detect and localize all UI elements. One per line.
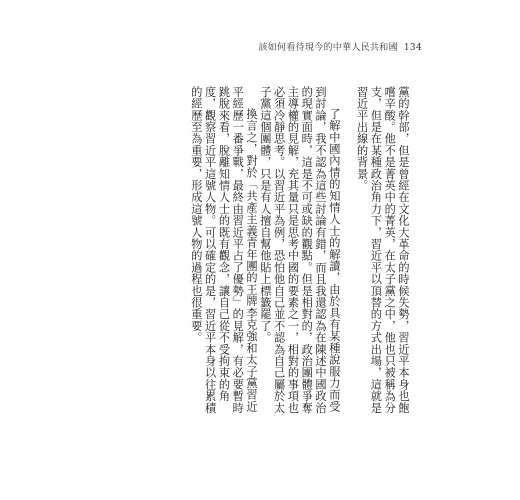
body-text [104,86,424,416]
page-number: 134 [403,43,422,53]
running-title: 該如何看待現今的中華人民共和國 [258,43,398,53]
paragraph-2: 了解中國內情的知情人士的解讀，由於具有某種說服力而受到討論，我不認為這些討論有錯，而且我還認為在陳述中國政治的現實面時，這是不可或缺的觀點。但是相對的，政治團體爭奪主導權的見解，充其量只是思考中國的要素之一，相對的事項也必須冷靜思考。以習近平為例，恐怕他自己並不認為自己屬於太子黨這個團體，只是有人擅自幫他貼上標籤罷了。 [258,86,341,414]
paragraph-1: 黨的幹部，但是曾經在文化大革命的時候失勢，習近平本身也飽嚐辛酸。他不是菁英中的菁英，在太子黨之中，他也只被稱為分支，但是在某種政治角力下，習近平以頂替的方式出場，這就是習近平出線的背景。 [355,86,410,414]
running-header [258,40,422,53]
paragraph-3: 換言之，對於「共產主義青年團的王牌李克強和太子黨習近平經歷一番爭戰，最終由習近平占了優勢」的見解，有必要暫時跳脫來看，脫離知情人士的既有觀念，讓自己從不受拘束的角度，觀察習近平這號人物。可以確定的是，習近平本身以往累積的經歷至為重要，形成這號人物的過程也很重要。 [189,86,259,414]
